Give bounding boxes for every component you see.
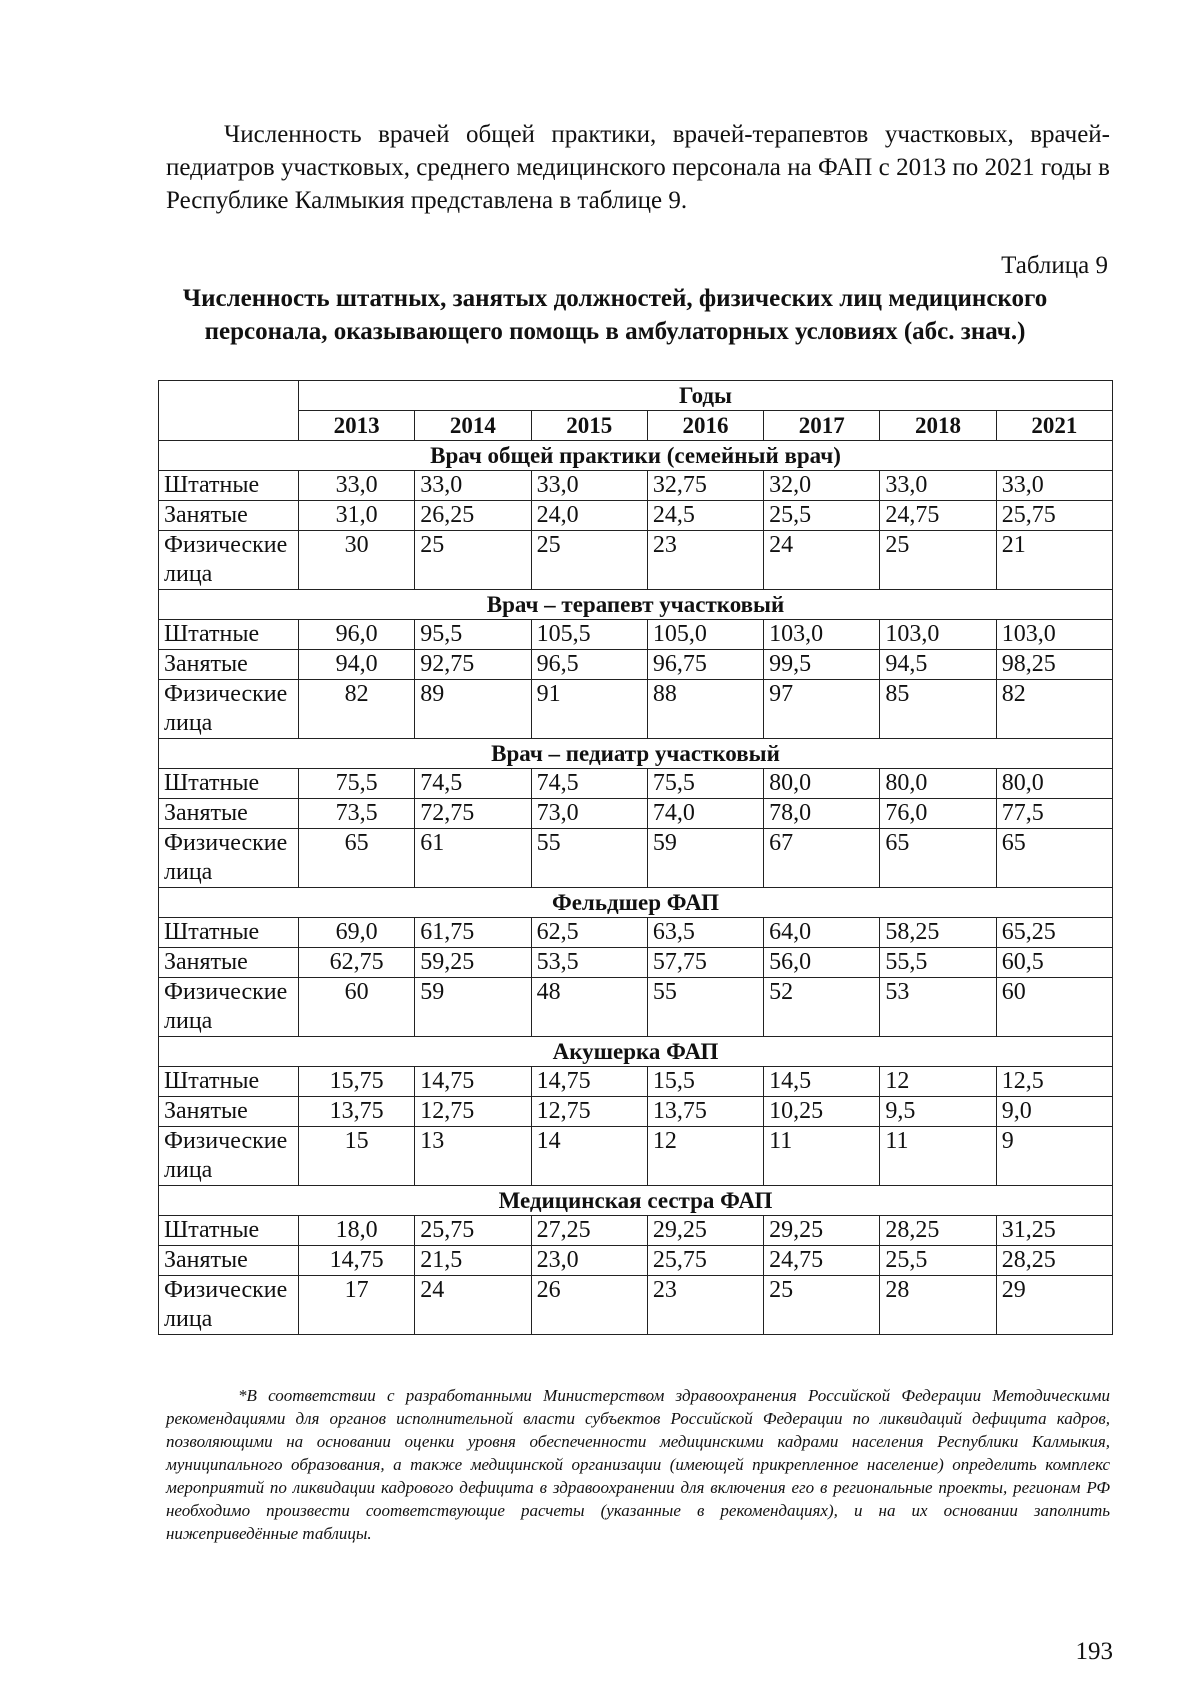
value-cell: 80,0 (996, 769, 1112, 799)
value-cell: 63,5 (647, 918, 763, 948)
value-cell: 75,5 (299, 769, 415, 799)
value-cell: 57,75 (647, 948, 763, 978)
value-cell: 25,75 (415, 1216, 531, 1246)
value-cell: 60 (996, 978, 1112, 1037)
value-cell: 96,5 (531, 650, 647, 680)
value-cell: 61 (415, 829, 531, 888)
value-cell: 26 (531, 1276, 647, 1335)
table-row (159, 1216, 1113, 1246)
value-cell: 14 (531, 1127, 647, 1186)
value-cell: 74,5 (415, 769, 531, 799)
value-cell: 82 (299, 680, 415, 739)
value-cell: 18,0 (299, 1216, 415, 1246)
value-cell: 32,75 (647, 471, 763, 501)
row-label: Занятые (159, 650, 299, 680)
value-cell: 29,25 (647, 1216, 763, 1246)
section-title: Врач общей практики (семейный врач) (159, 441, 1113, 471)
table-body (159, 441, 1113, 1335)
value-cell: 59 (647, 829, 763, 888)
value-cell: 24,0 (531, 501, 647, 531)
row-label: Штатные (159, 1067, 299, 1097)
value-cell: 26,25 (415, 501, 531, 531)
value-cell: 74,0 (647, 799, 763, 829)
section-title: Акушерка ФАП (159, 1037, 1113, 1067)
value-cell: 13,75 (647, 1097, 763, 1127)
value-cell: 24 (415, 1276, 531, 1335)
value-cell: 12 (647, 1127, 763, 1186)
value-cell: 59 (415, 978, 531, 1037)
value-cell: 65 (299, 829, 415, 888)
table-row (159, 829, 1113, 888)
value-cell: 62,5 (531, 918, 647, 948)
value-cell: 14,75 (531, 1067, 647, 1097)
row-label: Занятые (159, 799, 299, 829)
row-label: Физические лица (159, 1127, 299, 1186)
value-cell: 10,25 (764, 1097, 880, 1127)
intro-paragraph: Численность врачей общей практики, врачей-терапевтов участковых, врачей-педиатров участковых, среднего медицинского персонала на ФАП с 2013 по 2021 годы в Республике Калмыкия представлена в таблице 9. (166, 121, 1110, 214)
value-cell: 25,75 (647, 1246, 763, 1276)
table-row (159, 620, 1113, 650)
value-cell: 12 (880, 1067, 996, 1097)
value-cell: 55,5 (880, 948, 996, 978)
value-cell: 73,0 (531, 799, 647, 829)
value-cell: 98,25 (996, 650, 1112, 680)
value-cell: 58,25 (880, 918, 996, 948)
row-label: Физические лица (159, 531, 299, 590)
row-label: Штатные (159, 769, 299, 799)
value-cell: 15 (299, 1127, 415, 1186)
year-header: 2014 (415, 411, 531, 441)
value-cell: 72,75 (415, 799, 531, 829)
value-cell: 105,0 (647, 620, 763, 650)
value-cell: 9,0 (996, 1097, 1112, 1127)
row-label: Занятые (159, 501, 299, 531)
year-header: 2016 (647, 411, 763, 441)
value-cell: 31,0 (299, 501, 415, 531)
table-row (159, 978, 1113, 1037)
value-cell: 61,75 (415, 918, 531, 948)
row-label: Занятые (159, 1246, 299, 1276)
value-cell: 29 (996, 1276, 1112, 1335)
value-cell: 15,5 (647, 1067, 763, 1097)
value-cell: 12,75 (415, 1097, 531, 1127)
value-cell: 88 (647, 680, 763, 739)
table-row (159, 1097, 1113, 1127)
years-header-row (159, 411, 1113, 441)
table-row (159, 769, 1113, 799)
section-row (159, 441, 1113, 471)
value-cell: 9 (996, 1127, 1112, 1186)
section-row (159, 590, 1113, 620)
value-cell: 60,5 (996, 948, 1112, 978)
value-cell: 95,5 (415, 620, 531, 650)
value-cell: 80,0 (880, 769, 996, 799)
table-row (159, 680, 1113, 739)
footnote: *В соответствии с разработанными Министерством здравоохранения Российской Федерации Методическими рекомендациями для органов исполнительной власти субъектов Российской Федерации по ликвидаций дефицита кадров, позволяющими на основании оценки уровня обеспеченности медицинскими кадрами населения Республики Калмыкия, муниципального образования, а также медицинской организации (имеющей прикрепленное население) определить комплекс мероприятий по ликвидации кадрового дефицита в здравоохранении для включения его в региональные проекты, регионам РФ необходимо произвести соответствующие расчеты (указанные в рекомендациях), и на их основании заполнить нижеприведённые таблицы. (166, 1386, 1110, 1543)
value-cell: 33,0 (299, 471, 415, 501)
value-cell: 65 (880, 829, 996, 888)
value-cell: 33,0 (531, 471, 647, 501)
section-row (159, 1037, 1113, 1067)
table-row (159, 1276, 1113, 1335)
table-row (159, 501, 1113, 531)
value-cell: 13 (415, 1127, 531, 1186)
value-cell: 91 (531, 680, 647, 739)
section-row (159, 1186, 1113, 1216)
row-label: Занятые (159, 1097, 299, 1127)
value-cell: 103,0 (996, 620, 1112, 650)
value-cell: 82 (996, 680, 1112, 739)
value-cell: 48 (531, 978, 647, 1037)
year-header: 2021 (996, 411, 1112, 441)
value-cell: 23 (647, 531, 763, 590)
table-label: Таблица 9 (1001, 252, 1108, 279)
value-cell: 33,0 (415, 471, 531, 501)
row-label: Физические лица (159, 680, 299, 739)
value-cell: 89 (415, 680, 531, 739)
value-cell: 28 (880, 1276, 996, 1335)
value-cell: 25 (531, 531, 647, 590)
section-row (159, 888, 1113, 918)
value-cell: 25,5 (880, 1246, 996, 1276)
page-number: 193 (1075, 1638, 1113, 1665)
value-cell: 74,5 (531, 769, 647, 799)
value-cell: 23 (647, 1276, 763, 1335)
value-cell: 17 (299, 1276, 415, 1335)
value-cell: 103,0 (880, 620, 996, 650)
value-cell: 25 (764, 1276, 880, 1335)
value-cell: 24 (764, 531, 880, 590)
value-cell: 99,5 (764, 650, 880, 680)
section-title: Врач – терапевт участковый (159, 590, 1113, 620)
value-cell: 11 (764, 1127, 880, 1186)
value-cell: 65,25 (996, 918, 1112, 948)
value-cell: 11 (880, 1127, 996, 1186)
value-cell: 97 (764, 680, 880, 739)
table-row (159, 948, 1113, 978)
table-row (159, 799, 1113, 829)
value-cell: 59,25 (415, 948, 531, 978)
year-header: 2018 (880, 411, 996, 441)
value-cell: 67 (764, 829, 880, 888)
value-cell: 92,75 (415, 650, 531, 680)
value-cell: 21 (996, 531, 1112, 590)
value-cell: 62,75 (299, 948, 415, 978)
section-title: Фельдшер ФАП (159, 888, 1113, 918)
section-title: Медицинская сестра ФАП (159, 1186, 1113, 1216)
corner-cell (159, 381, 299, 441)
value-cell: 78,0 (764, 799, 880, 829)
value-cell: 56,0 (764, 948, 880, 978)
row-label: Физические лица (159, 829, 299, 888)
value-cell: 96,75 (647, 650, 763, 680)
table-row (159, 1067, 1113, 1097)
value-cell: 14,75 (299, 1246, 415, 1276)
years-group-header: Годы (299, 381, 1113, 411)
value-cell: 25,75 (996, 501, 1112, 531)
value-cell: 94,0 (299, 650, 415, 680)
value-cell: 33,0 (996, 471, 1112, 501)
row-label: Штатные (159, 471, 299, 501)
value-cell: 85 (880, 680, 996, 739)
value-cell: 12,5 (996, 1067, 1112, 1097)
value-cell: 25,5 (764, 501, 880, 531)
value-cell: 31,25 (996, 1216, 1112, 1246)
row-label: Физические лица (159, 978, 299, 1037)
value-cell: 14,75 (415, 1067, 531, 1097)
table-row (159, 471, 1113, 501)
value-cell: 9,5 (880, 1097, 996, 1127)
value-cell: 105,5 (531, 620, 647, 650)
row-label: Занятые (159, 948, 299, 978)
staff-table (158, 380, 1113, 1335)
value-cell: 24,75 (764, 1246, 880, 1276)
table-title: Численность штатных, занятых должностей, физических лиц медицинского персонала, оказывающего помощь в амбулаторных условиях (абс. знач.) (182, 285, 1048, 345)
value-cell: 30 (299, 531, 415, 590)
value-cell: 15,75 (299, 1067, 415, 1097)
value-cell: 24,5 (647, 501, 763, 531)
section-title: Врач – педиатр участковый (159, 739, 1113, 769)
value-cell: 52 (764, 978, 880, 1037)
value-cell: 12,75 (531, 1097, 647, 1127)
row-label: Штатные (159, 620, 299, 650)
value-cell: 24,75 (880, 501, 996, 531)
year-header: 2017 (764, 411, 880, 441)
value-cell: 73,5 (299, 799, 415, 829)
value-cell: 29,25 (764, 1216, 880, 1246)
value-cell: 77,5 (996, 799, 1112, 829)
value-cell: 96,0 (299, 620, 415, 650)
value-cell: 55 (531, 829, 647, 888)
value-cell: 33,0 (880, 471, 996, 501)
year-header: 2013 (299, 411, 415, 441)
value-cell: 14,5 (764, 1067, 880, 1097)
row-label: Физические лица (159, 1276, 299, 1335)
value-cell: 65 (996, 829, 1112, 888)
value-cell: 75,5 (647, 769, 763, 799)
value-cell: 53 (880, 978, 996, 1037)
value-cell: 55 (647, 978, 763, 1037)
value-cell: 28,25 (996, 1246, 1112, 1276)
value-cell: 21,5 (415, 1246, 531, 1276)
table-row (159, 531, 1113, 590)
row-label: Штатные (159, 918, 299, 948)
row-label: Штатные (159, 1216, 299, 1246)
section-row (159, 739, 1113, 769)
value-cell: 64,0 (764, 918, 880, 948)
value-cell: 60 (299, 978, 415, 1037)
value-cell: 25 (415, 531, 531, 590)
value-cell: 69,0 (299, 918, 415, 948)
value-cell: 23,0 (531, 1246, 647, 1276)
table-row (159, 650, 1113, 680)
value-cell: 103,0 (764, 620, 880, 650)
table-row (159, 1127, 1113, 1186)
value-cell: 94,5 (880, 650, 996, 680)
value-cell: 28,25 (880, 1216, 996, 1246)
table-row (159, 918, 1113, 948)
value-cell: 13,75 (299, 1097, 415, 1127)
value-cell: 25 (880, 531, 996, 590)
year-header: 2015 (531, 411, 647, 441)
value-cell: 27,25 (531, 1216, 647, 1246)
value-cell: 80,0 (764, 769, 880, 799)
value-cell: 53,5 (531, 948, 647, 978)
table-row (159, 1246, 1113, 1276)
value-cell: 32,0 (764, 471, 880, 501)
value-cell: 76,0 (880, 799, 996, 829)
